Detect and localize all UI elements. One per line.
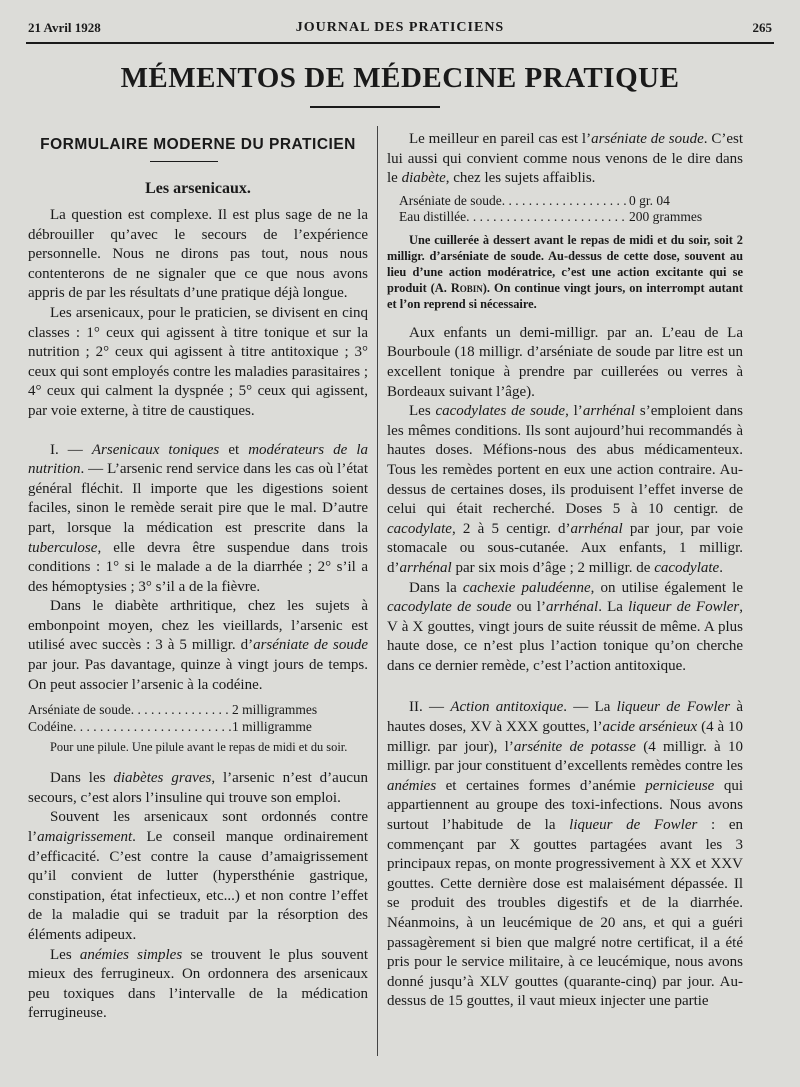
paragraph-intro: La question est complexe. Il est plus sage de ne la débrouiller qu’avec le secours de l’expérience personnelle. Nous ne dirons pas tout, nous nous contenterons de ne signaler que ce que nous avons appris de par les résultats d’une pratique déjà longue. — [28, 207, 368, 302]
paragraph-diabetes-graves: Dans les diabètes graves, l’arsenic n’est d’aucun secours, c’est alors l’insuline qui trouve son emploi. — [28, 770, 368, 806]
prescription-line: Eau distillée . . . 200 grammes — [399, 209, 719, 226]
page-number: 265 — [752, 20, 772, 35]
column-divider — [377, 126, 378, 1056]
paragraph-toniques: I. — Arsenicaux toniques et modérateurs de la nutrition. — L’arsenic rend service dans les cas où l’état général fléchit. Il importe que les digestions soient faciles, sinon le remède serait pire que le mal. D’autre part, lorsque la médication est prescrite dans la tuberculose, elle devra être suspendue dans trois conditions : 1° si le malade a de la diarrhée ; 2° s’il a des hémoptysies ; 3° s’il a de la fièvre. — [28, 441, 369, 595]
prescription-1 — [28, 702, 328, 735]
article-subtitle: Les arsenicaux. — [145, 180, 251, 197]
paragraph-cacodylates: Les cacodylates de soude, l’arrhénal s’emploient dans les mêmes conditions. Ils sont aujourd’hui recommandés à hautes doses. Méfions-nous des abus médicamenteux. Tous les remèdes portent en eux une action contraire. Au-dessus de certaines doses, ils produisent l’effet inverse de celui qui était recherché. Doses 5 à 10 centigr. de cacodylate, 2 à 5 centigr. d’arrhénal par jour, par voie stomacale ou sous-cutanée. Aux enfants, 1 milligr. d’arrhénal par six mois d’âge ; 2 milligr. de cacodylate. — [387, 403, 743, 576]
running-header — [28, 20, 772, 40]
section-rule — [150, 161, 218, 162]
title-rule — [310, 106, 440, 108]
section-title: FORMULAIRE MODERNE DU PRATICIEN — [40, 136, 356, 153]
paragraph-cachexie: Dans la cachexie paludéenne, on utilise également le cacodylate de soude ou l’arrhénal. La liqueur de Fowler, V à X gouttes, vingt jours de suite réussit de même. A plus haute dose, ce n’est plus l’action tonique qu’on cherche dans ce dernier remède, c’est l’action antitoxique. — [387, 579, 744, 674]
prescription-note: Une cuillerée à dessert avant le repas de midi et du soir, soit 2 milligr. d’arséniate de soude. Au-dessus de cette dose, souvent au lieu d’une action modératrice, c’est une action excitante qui se produit (A. Robin). On continue vingt jours, on interrompt autant et l’on reprend si nécessaire. — [387, 232, 743, 311]
prescription-line: Arséniate de soude . . . 2 milligrammes — [28, 702, 328, 719]
paragraph-amaigrissement: Souvent les arsenicaux sont ordonnés contre l’amaigrissement. Le conseil manque ordinairement d’efficacité. C’est contre la cause d’amaigrissement qu’il convient de lutter (hypersthénie gastrique, constipation, état infectieux, etc...) et non contre l’effet de la maladie qui se traduit par la résorption des éléments adipeux. — [28, 809, 368, 943]
prescription-note: Pour une pilule. Une pilule avant le repas de midi et du soir. — [50, 740, 348, 755]
paragraph-diabete: Dans le diabète arthritique, chez les sujets à embonpoint moyen, chez les vieillards, l’arsenic est utilisé avec succès : 3 à 5 milligr. d’arséniate de soude par jour. Pas davantage, quinze à vingt jours de temps. On peut associer l’arsenic à la codéine. — [28, 598, 368, 693]
paragraph-enfants: Aux enfants un demi-milligr. par an. L’eau de La Bourboule (18 milligr. d’arséniate de soude par litre est un excellent tonique à prendre par cuillerées ou verres à Bordeaux suivant l’âge). — [387, 324, 743, 400]
issue-date: 21 Avril 1928 — [28, 20, 101, 35]
left-column — [28, 206, 368, 1024]
main-title: MÉMENTOS DE MÉDECINE PRATIQUE — [120, 62, 680, 94]
paragraph-anemies: Les anémies simples se trouvent le plus souvent mieux des ferrugineux. On ordonnera des arsenicaux peu toxiques dans l’intervalle de la médication ferrugineuse. — [28, 946, 368, 1022]
prescription-line: Arséniate de soude . . . 0 gr. 04 — [399, 193, 719, 210]
paragraph-antitoxique: II. — Action antitoxique. — La liqueur de Fowler à hautes doses, XV à XXX gouttes, l’acide arsénieux (4 à 10 milligr. par jour), l’arsénite de potasse (4 milligr. à 10 milligr. par jour constituent d’excellents remèdes contre les anémies et certaines formes d’anémie pernicieuse qui appartiennent au groupe des toxi-infections. Nous avons surtout l’habitude de la liqueur de Fowler : en commençant par X gouttes partagées avant les 3 principaux repas, on monte progressivement à XX et XXV gouttes. Cette dernière dose est malaisément dépassée. Il se produit des troubles digestifs et de la diarrhée. Néanmoins, à un leucémique de 20 ans, et qui a guéri passagèrement si bien que malgré notre certificat, il a été pris pour le service militaire, à ce leucémique, nous avons donné jusqu’à XLV gouttes (quarante-cinq) par jour. Au-dessus de 15 gouttes, il vaut mieux injecter une partie — [387, 699, 744, 1010]
right-column — [387, 130, 743, 1012]
paragraph-arseniate: Le meilleur en pareil cas est l’arséniate de soude. C’est lui aussi qui convient comme nous venons de le dire dans le diabète, chez les sujets affaiblis. — [387, 131, 743, 187]
paragraph-classes: Les arsenicaux, pour le praticien, se divisent en cinq classes : 1° ceux qui agissent à titre tonique et sur la nutrition ; 2° ceux qui agissent à titre antitoxique ; 3° ceux qui sont employés contre les maladies parasitaires ; 4° ceux qui calment la dyspnée ; 5° ceux qui agissent, par voie externe, à titre de caustiques. — [28, 304, 368, 419]
header-rule — [26, 42, 774, 44]
prescription-line: Codéine . . . 1 milligramme — [28, 719, 328, 736]
prescription-2 — [399, 193, 719, 226]
journal-name: JOURNAL DES PRATICIENS — [295, 20, 505, 35]
